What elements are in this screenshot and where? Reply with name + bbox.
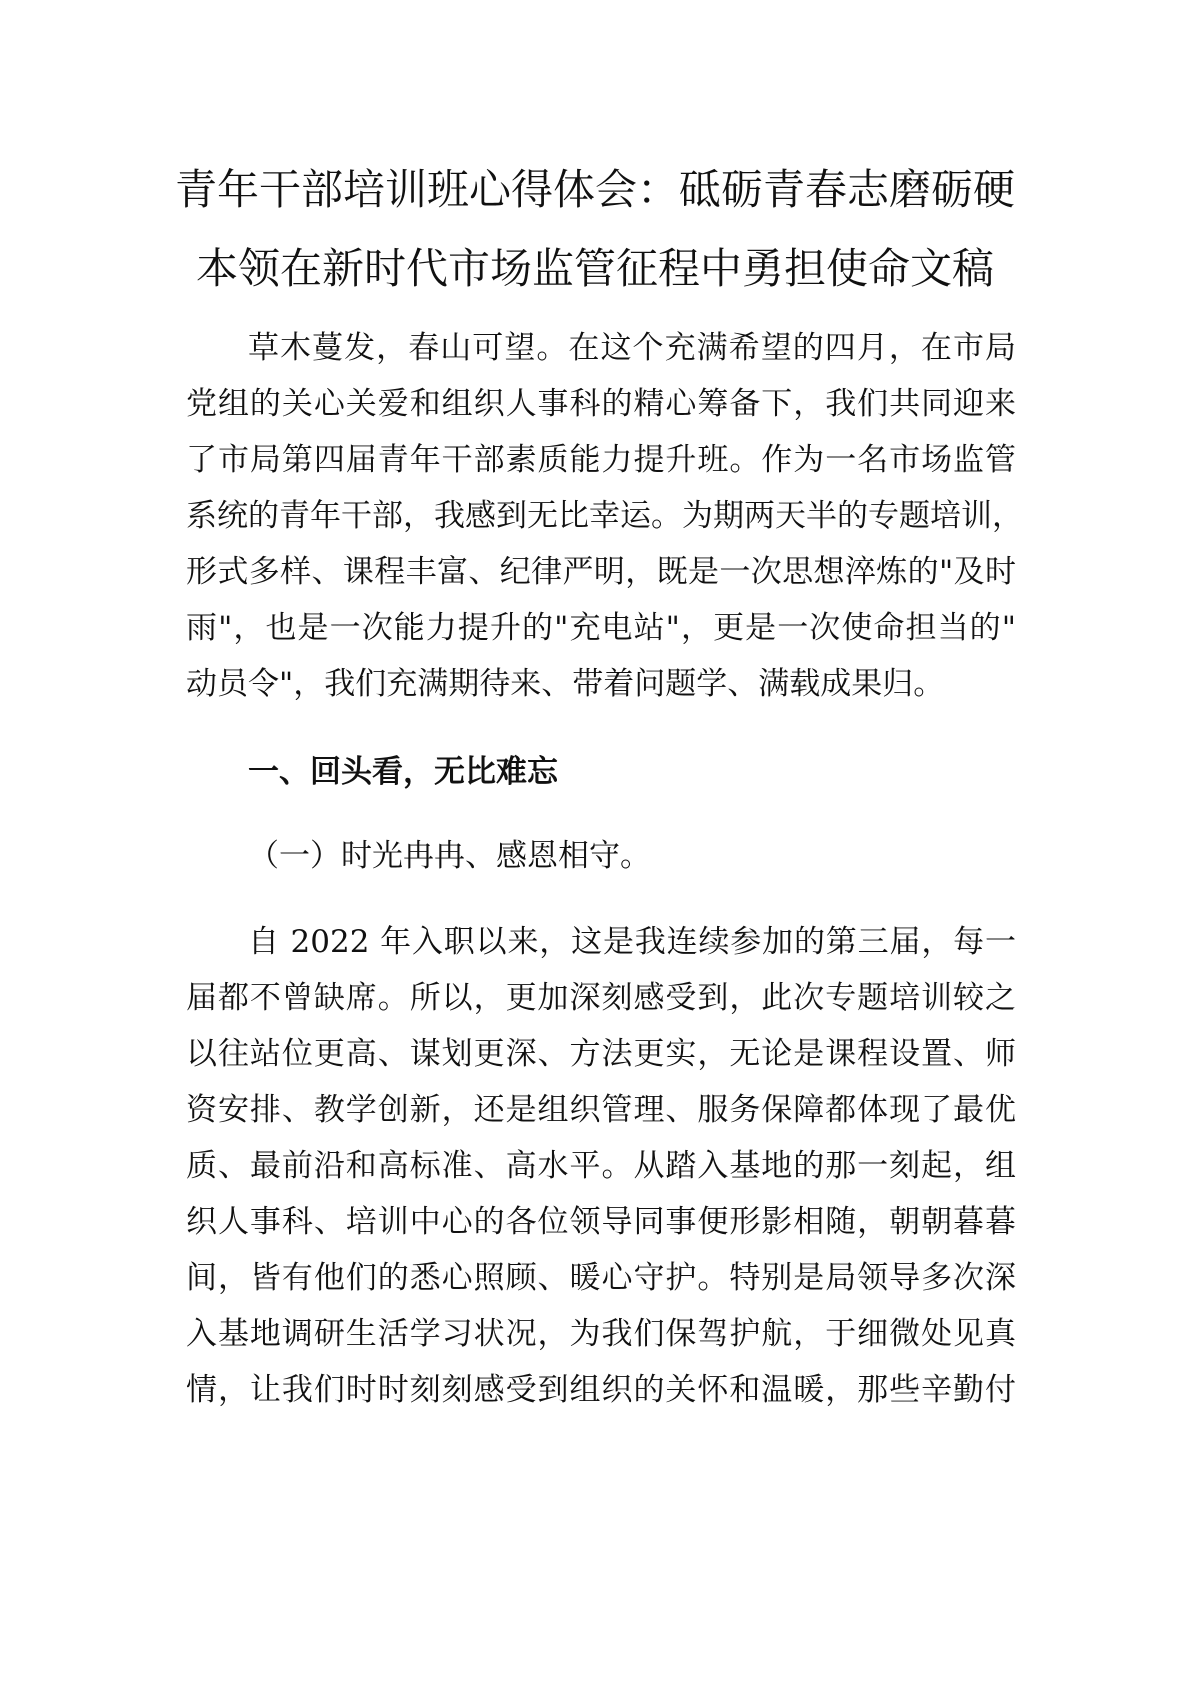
section-1-subheading: （一）时光冉冉、感恩相守。 bbox=[248, 838, 651, 874]
paragraph-1-line-3: 了市局第四届青年干部素质能力提升班。作为一名市场监管 bbox=[186, 442, 1016, 478]
paragraph-2-line-1: 自 2022 年入职以来，这是我连续参加的第三届，每一 bbox=[248, 924, 1016, 960]
paragraph-2-line-3: 以往站位更高、谋划更深、方法更实，无论是课程设置、师 bbox=[186, 1036, 1016, 1072]
title-line-2: 本领在新时代市场监管征程中勇担使命文稿 bbox=[195, 244, 994, 293]
document-title bbox=[170, 150, 1020, 308]
paragraph-1-line-7: 动员令"，我们充满期待来、带着问题学、满载成果归。 bbox=[186, 666, 945, 702]
paragraph-2-line-5: 质、最前沿和高标准、高水平。从踏入基地的那一刻起，组 bbox=[186, 1148, 1016, 1184]
paragraph-2-line-7: 间，皆有他们的悉心照顾、暖心守护。特别是局领导多次深 bbox=[186, 1260, 1016, 1296]
paragraph-1-line-4: 系统的青年干部，我感到无比幸运。为期两天半的专题培训， bbox=[186, 498, 1023, 534]
paragraph-2-line-8: 入基地调研生活学习状况，为我们保驾护航，于细微处见真 bbox=[186, 1316, 1016, 1352]
paragraph-1-line-2: 党组的关心关爱和组织人事科的精心筹备下，我们共同迎来 bbox=[186, 386, 1016, 422]
paragraph-2-line-9: 情，让我们时时刻刻感受到组织的关怀和温暖，那些辛勤付 bbox=[186, 1372, 1016, 1408]
section-1-heading: 一、回头看，无比难忘 bbox=[248, 754, 558, 790]
paragraph-2-line-2: 届都不曾缺席。所以，更加深刻感受到，此次专题培训较之 bbox=[186, 980, 1016, 1016]
paragraph-2-line-6: 织人事科、培训中心的各位领导同事便形影相随，朝朝暮暮 bbox=[186, 1204, 1016, 1240]
paragraph-1-line-1: 草木蔓发，春山可望。在这个充满希望的四月，在市局 bbox=[248, 330, 1016, 366]
paragraph-1-line-6: 雨"，也是一次能力提升的"充电站"，更是一次使命担当的" bbox=[186, 610, 1016, 646]
paragraph-1-line-5: 形式多样、课程丰富、纪律严明，既是一次思想淬炼的"及时 bbox=[186, 554, 1016, 590]
title-line-1: 青年干部培训班心得体会：砥砺青春志磨砺硬 bbox=[174, 165, 1015, 214]
paragraph-2-line-4: 资安排、教学创新，还是组织管理、服务保障都体现了最优 bbox=[186, 1092, 1016, 1128]
